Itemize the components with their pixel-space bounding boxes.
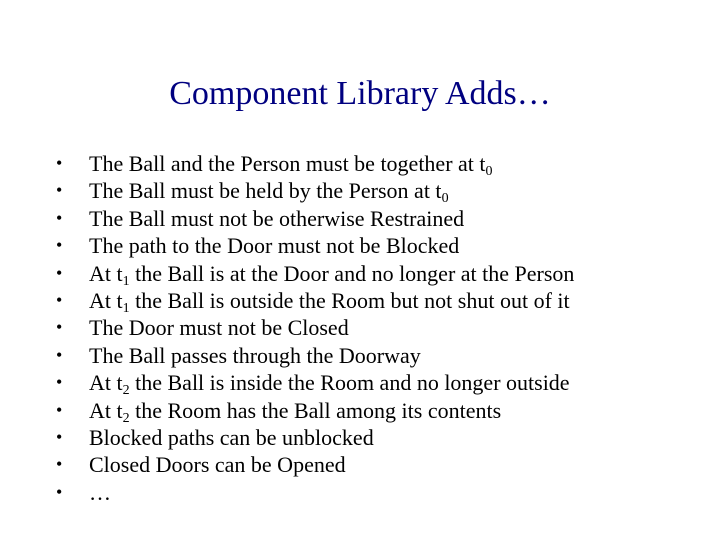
bullet-text-segment: Closed Doors can be Opened: [89, 452, 346, 478]
bullet-text-segment: At t: [89, 370, 123, 396]
bullet-dot-icon: •: [56, 262, 63, 283]
bullet-text-segment: the Ball is at the Door and no longer at the Person: [129, 260, 575, 286]
bullet-subscript: 2: [122, 410, 130, 426]
bullet-text: [89, 314, 349, 341]
bullet-text: [89, 479, 111, 506]
bullet-dot-icon: •: [56, 344, 63, 365]
bullet-text: [89, 150, 493, 177]
bullet-subscript: 1: [122, 300, 130, 316]
slide-title: Component Library Adds…: [169, 75, 551, 112]
bullet-text-segment: Blocked paths can be unblocked: [89, 424, 374, 450]
bullet-text: [89, 369, 570, 399]
bullet-subscript: 0: [441, 191, 449, 207]
bullet-text: [89, 287, 570, 314]
bullet-dot-icon: •: [56, 481, 63, 502]
bullet-dot-icon: •: [56, 180, 63, 201]
bullet-subscript: 0: [485, 164, 493, 179]
bullet-text-segment: The Ball and the Person must be together at t: [89, 151, 486, 176]
bullet-text-segment: …: [89, 479, 111, 505]
bullet-dot-icon: •: [56, 207, 63, 228]
bullet-text-segment: the Ball is outside the Room but not shut out of it: [129, 287, 570, 313]
bullet-dot-icon: •: [56, 399, 63, 420]
bullet-text-segment: At t: [89, 260, 123, 286]
bullet-dot-icon: •: [56, 372, 63, 393]
bullet-dot-icon: •: [56, 235, 63, 256]
bullet-text: [89, 177, 449, 207]
bullet-dot-icon: •: [56, 153, 63, 173]
bullet-text-segment: The Ball must not be otherwise Restrained: [89, 205, 465, 231]
bullet-text: [89, 451, 346, 478]
bullet-text-segment: The Ball passes through the Doorway: [89, 342, 421, 368]
bullet-text: [89, 260, 574, 287]
bullet-dot-icon: •: [56, 317, 63, 338]
bullet-text: [89, 205, 464, 232]
bullet-text: [89, 342, 421, 369]
bullet-dot-icon: •: [56, 454, 63, 475]
bullet-subscript: 2: [122, 383, 130, 399]
bullet-text-segment: At t: [89, 287, 123, 313]
bullet-text-segment: The Ball must be held by the Person at t: [89, 178, 442, 204]
bullet-subscript: 1: [122, 273, 130, 289]
bullet-dot-icon: •: [56, 289, 63, 310]
bullet-text-segment: The path to the Door must not be Blocked: [89, 233, 460, 259]
bullet-text-segment: the Ball is inside the Room and no longer outside: [129, 370, 570, 396]
bullet-text-segment: The Door must not be Closed: [89, 315, 349, 341]
bullet-dot-icon: •: [56, 426, 63, 447]
bullet-text: [89, 232, 459, 259]
bullet-text-segment: At t: [89, 397, 123, 423]
bullet-text: [89, 424, 374, 451]
bullet-text: [89, 397, 501, 424]
bullet-text-segment: the Room has the Ball among its contents: [129, 397, 502, 423]
